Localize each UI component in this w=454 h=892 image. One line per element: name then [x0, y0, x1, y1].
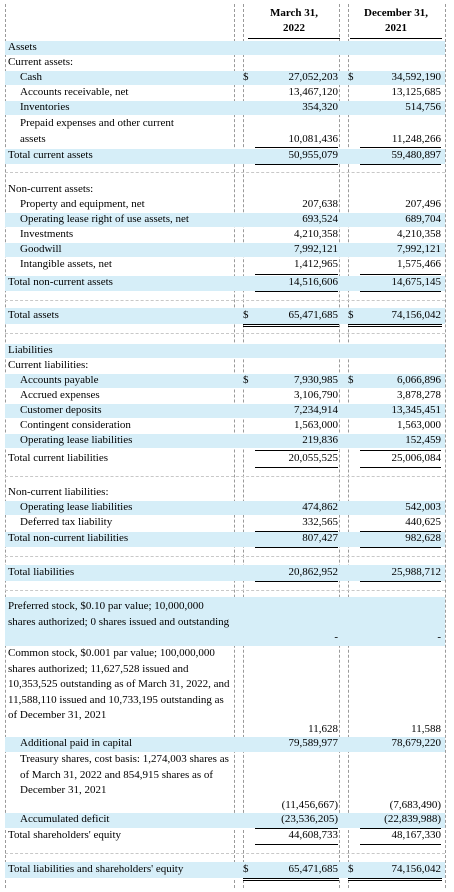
- value-march-2022: 354,320: [302, 101, 338, 113]
- row-label: Operating lease liabilities: [20, 501, 133, 513]
- row-label: Prepaid expenses and other current: [20, 117, 174, 129]
- row-goodwill: [5, 243, 445, 257]
- total-rule: [255, 844, 338, 845]
- total-rule: [255, 581, 338, 582]
- row-operating-lease-liabilities-noncurrent: [5, 501, 445, 515]
- row-label: assets: [20, 133, 46, 145]
- row-label: Preferred stock, $0.10 par value; 10,000,000 shares authorized; 0 shares issued and outstanding: [8, 600, 230, 628]
- row-label: Common stock, $0.001 par value; 100,000,000 shares authorized; 11,627,528 issued and 10,353,525 outstanding as of March 31, 2022, and 11,588,110 issued and 10,733,195 outstanding as of December 31, 2021: [8, 647, 230, 721]
- value-march-2022: 1,412,965: [294, 258, 338, 270]
- row-label: Additional paid in capital: [20, 737, 133, 749]
- row-label: Operating lease liabilities: [20, 434, 133, 446]
- subtotal-rule: [255, 450, 338, 451]
- dollar-sign: $: [243, 374, 249, 386]
- column-header-march-2022: [248, 6, 340, 38]
- value-december-2021: 74,156,042: [391, 309, 441, 321]
- row-separator: [5, 590, 445, 591]
- column-header-line: December 31,: [364, 7, 428, 19]
- row-label: Total non-current liabilities: [8, 532, 129, 544]
- column-header-december-2021: [350, 6, 442, 38]
- column-header-line: 2022: [283, 22, 305, 34]
- row-common-stock: [5, 646, 445, 737]
- row-label: Investments: [20, 228, 74, 240]
- value-march-2022: (23,536,205): [281, 813, 338, 825]
- row-separator: [5, 333, 445, 334]
- row-accounts-payable: [5, 374, 445, 388]
- value-december-2021: 152,459: [405, 434, 441, 446]
- row-label: Accrued expenses: [20, 389, 100, 401]
- value-march-2022: -: [334, 631, 338, 643]
- column-header-line: 2021: [385, 22, 407, 34]
- value-march-2022: 4,210,358: [294, 228, 338, 240]
- value-december-2021: 74,156,042: [391, 863, 441, 875]
- value-december-2021: 48,167,330: [391, 829, 441, 841]
- dollar-sign: $: [243, 309, 249, 321]
- value-march-2022: 807,427: [302, 532, 338, 544]
- row-separator: [5, 853, 445, 854]
- dollar-sign: $: [348, 309, 354, 321]
- row-intangible-assets: [5, 258, 445, 272]
- value-december-2021: 14,675,145: [391, 276, 441, 288]
- value-march-2022: 44,608,733: [288, 829, 338, 841]
- value-march-2022: 20,055,525: [288, 452, 338, 464]
- row-label: Total shareholders' equity: [8, 829, 122, 841]
- value-march-2022: 207,638: [302, 198, 338, 210]
- value-march-2022: 7,930,985: [294, 374, 338, 386]
- value-december-2021: 4,210,358: [397, 228, 441, 240]
- row-inventories: [5, 101, 445, 115]
- value-december-2021: 6,066,896: [397, 374, 441, 386]
- row-total-current-assets: [5, 149, 445, 164]
- grand-total-rule: [348, 324, 442, 327]
- row-label: Property and equipment, net: [20, 198, 145, 210]
- value-december-2021: 13,345,451: [391, 404, 441, 416]
- row-label: Customer deposits: [20, 404, 102, 416]
- grid-line: [445, 4, 446, 888]
- value-december-2021: 982,628: [405, 532, 441, 544]
- row-treasury-shares: [5, 752, 445, 812]
- row-label: Inventories: [20, 101, 70, 113]
- value-december-2021: 1,563,000: [397, 419, 441, 431]
- section-current-assets: [5, 56, 445, 70]
- value-december-2021: 440,625: [405, 516, 441, 528]
- value-march-2022: 474,862: [302, 501, 338, 513]
- total-rule: [360, 547, 441, 548]
- value-march-2022: 332,565: [302, 516, 338, 528]
- subtotal-rule: [360, 147, 441, 148]
- row-label: Operating lease right of use assets, net: [20, 213, 189, 225]
- value-december-2021: 25,006,084: [391, 452, 441, 464]
- row-accounts-receivable: [5, 86, 445, 100]
- dollar-sign: $: [243, 71, 249, 83]
- total-rule: [255, 164, 338, 165]
- value-march-2022: 3,106,790: [294, 389, 338, 401]
- value-march-2022: 27,052,203: [288, 71, 338, 83]
- section-noncurrent-assets: [5, 183, 445, 197]
- row-label: Accumulated deficit: [20, 813, 110, 825]
- total-rule: [360, 581, 441, 582]
- row-total-liabilities: [5, 565, 445, 581]
- dollar-sign: $: [243, 863, 249, 875]
- dollar-sign: $: [348, 71, 354, 83]
- dollar-sign: $: [348, 863, 354, 875]
- value-march-2022: 79,589,977: [288, 737, 338, 749]
- row-cash: [5, 71, 445, 85]
- value-december-2021: 514,756: [405, 101, 441, 113]
- value-december-2021: (7,683,490): [389, 799, 441, 811]
- row-label: Contingent consideration: [20, 419, 131, 431]
- row-total-liabilities-equity: [5, 862, 445, 878]
- section-current-liabilities: [5, 359, 445, 373]
- row-accumulated-deficit: [5, 813, 445, 828]
- row-label: Total current liabilities: [8, 452, 109, 464]
- row-customer-deposits: [5, 404, 445, 418]
- value-december-2021: 207,496: [405, 198, 441, 210]
- total-rule: [360, 164, 441, 165]
- row-label: Current assets:: [8, 56, 74, 68]
- value-march-2022: 7,992,121: [294, 243, 338, 255]
- row-separator: [5, 556, 445, 557]
- total-rule: [360, 291, 441, 292]
- row-label: Assets: [8, 41, 37, 53]
- row-operating-lease-rou: [5, 213, 445, 227]
- value-december-2021: 3,878,278: [397, 389, 441, 401]
- row-total-current-liabilities: [5, 452, 445, 467]
- row-operating-lease-liabilities-current: [5, 434, 445, 448]
- row-label: Non-current assets:: [8, 183, 94, 195]
- subtotal-rule: [255, 274, 338, 275]
- value-december-2021: -: [437, 631, 441, 643]
- value-march-2022: 65,471,685: [288, 863, 338, 875]
- row-label: Goodwill: [20, 243, 62, 255]
- value-december-2021: 13,125,685: [391, 86, 441, 98]
- value-december-2021: 78,679,220: [391, 737, 441, 749]
- value-december-2021: 542,003: [405, 501, 441, 513]
- row-total-noncurrent-assets: [5, 276, 445, 291]
- row-label: Cash: [20, 71, 42, 83]
- value-march-2022: 50,955,079: [288, 149, 338, 161]
- row-separator: [5, 476, 445, 477]
- row-additional-paid-in-capital: [5, 737, 445, 752]
- total-rule: [255, 467, 338, 468]
- row-label: Non-current liabilities:: [8, 486, 109, 498]
- section-assets: [5, 41, 445, 55]
- value-december-2021: 11,588: [411, 723, 441, 735]
- value-march-2022: 13,467,120: [288, 86, 338, 98]
- row-label: Treasury shares, cost basis: 1,274,003 shares as of March 31, 2022 and 854,915 shares as of December 31, 2021: [20, 753, 229, 796]
- value-march-2022: 14,516,606: [288, 276, 338, 288]
- row-label: Liabilities: [8, 344, 53, 356]
- row-label: Total liabilities: [8, 566, 75, 578]
- value-december-2021: 7,992,121: [397, 243, 441, 255]
- dollar-sign: $: [348, 374, 354, 386]
- value-december-2021: (22,839,988): [384, 813, 441, 825]
- total-rule: [360, 844, 441, 845]
- row-contingent-consideration: [5, 419, 445, 433]
- section-noncurrent-liabilities: [5, 486, 445, 500]
- total-rule: [255, 291, 338, 292]
- row-preferred-stock: [5, 597, 445, 646]
- row-label: Accounts payable: [20, 374, 99, 386]
- value-december-2021: 689,704: [405, 213, 441, 225]
- value-march-2022: 65,471,685: [288, 309, 338, 321]
- header-underline: [350, 38, 442, 39]
- section-liabilities: [5, 344, 445, 358]
- row-label: Total assets: [8, 309, 59, 321]
- grand-total-rule: [348, 878, 442, 881]
- value-december-2021: 1,575,466: [397, 258, 441, 270]
- subtotal-rule: [255, 147, 338, 148]
- column-header-line: March 31,: [269, 7, 319, 19]
- row-deferred-tax-liability: [5, 516, 445, 530]
- value-march-2022: 219,836: [302, 434, 338, 446]
- value-december-2021: 25,988,712: [391, 566, 441, 578]
- total-rule: [360, 467, 441, 468]
- total-rule: [255, 547, 338, 548]
- row-separator: [5, 300, 445, 301]
- row-accrued-expenses: [5, 389, 445, 403]
- grand-total-rule: [243, 878, 339, 881]
- value-march-2022: 11,628: [308, 723, 338, 735]
- row-label: Total current assets: [8, 149, 93, 161]
- row-label: Deferred tax liability: [20, 516, 113, 528]
- value-march-2022: (11,456,667): [281, 799, 338, 811]
- row-total-shareholders-equity: [5, 829, 445, 844]
- row-prepaid-expenses: [5, 116, 445, 148]
- value-march-2022: 693,524: [302, 213, 338, 225]
- row-label: Current liabilities:: [8, 359, 89, 371]
- value-march-2022: 1,563,000: [294, 419, 338, 431]
- value-march-2022: 10,081,436: [288, 133, 338, 145]
- row-separator: [5, 172, 445, 173]
- value-december-2021: 34,592,190: [391, 71, 441, 83]
- value-march-2022: 7,234,914: [294, 404, 338, 416]
- row-label: Intangible assets, net: [20, 258, 112, 270]
- header-underline: [248, 38, 340, 39]
- subtotal-rule: [360, 274, 441, 275]
- grand-total-rule: [243, 324, 339, 327]
- value-december-2021: 59,480,897: [391, 149, 441, 161]
- row-investments: [5, 228, 445, 242]
- row-label: Total liabilities and shareholders' equity: [8, 863, 184, 875]
- value-december-2021: 11,248,266: [391, 133, 441, 145]
- row-total-noncurrent-liabilities: [5, 532, 445, 547]
- value-march-2022: 20,862,952: [288, 566, 338, 578]
- row-property-equipment: [5, 198, 445, 212]
- row-label: Total non-current assets: [8, 276, 113, 288]
- subtotal-rule: [360, 450, 441, 451]
- row-total-assets: [5, 308, 445, 324]
- row-label: Accounts receivable, net: [20, 86, 129, 98]
